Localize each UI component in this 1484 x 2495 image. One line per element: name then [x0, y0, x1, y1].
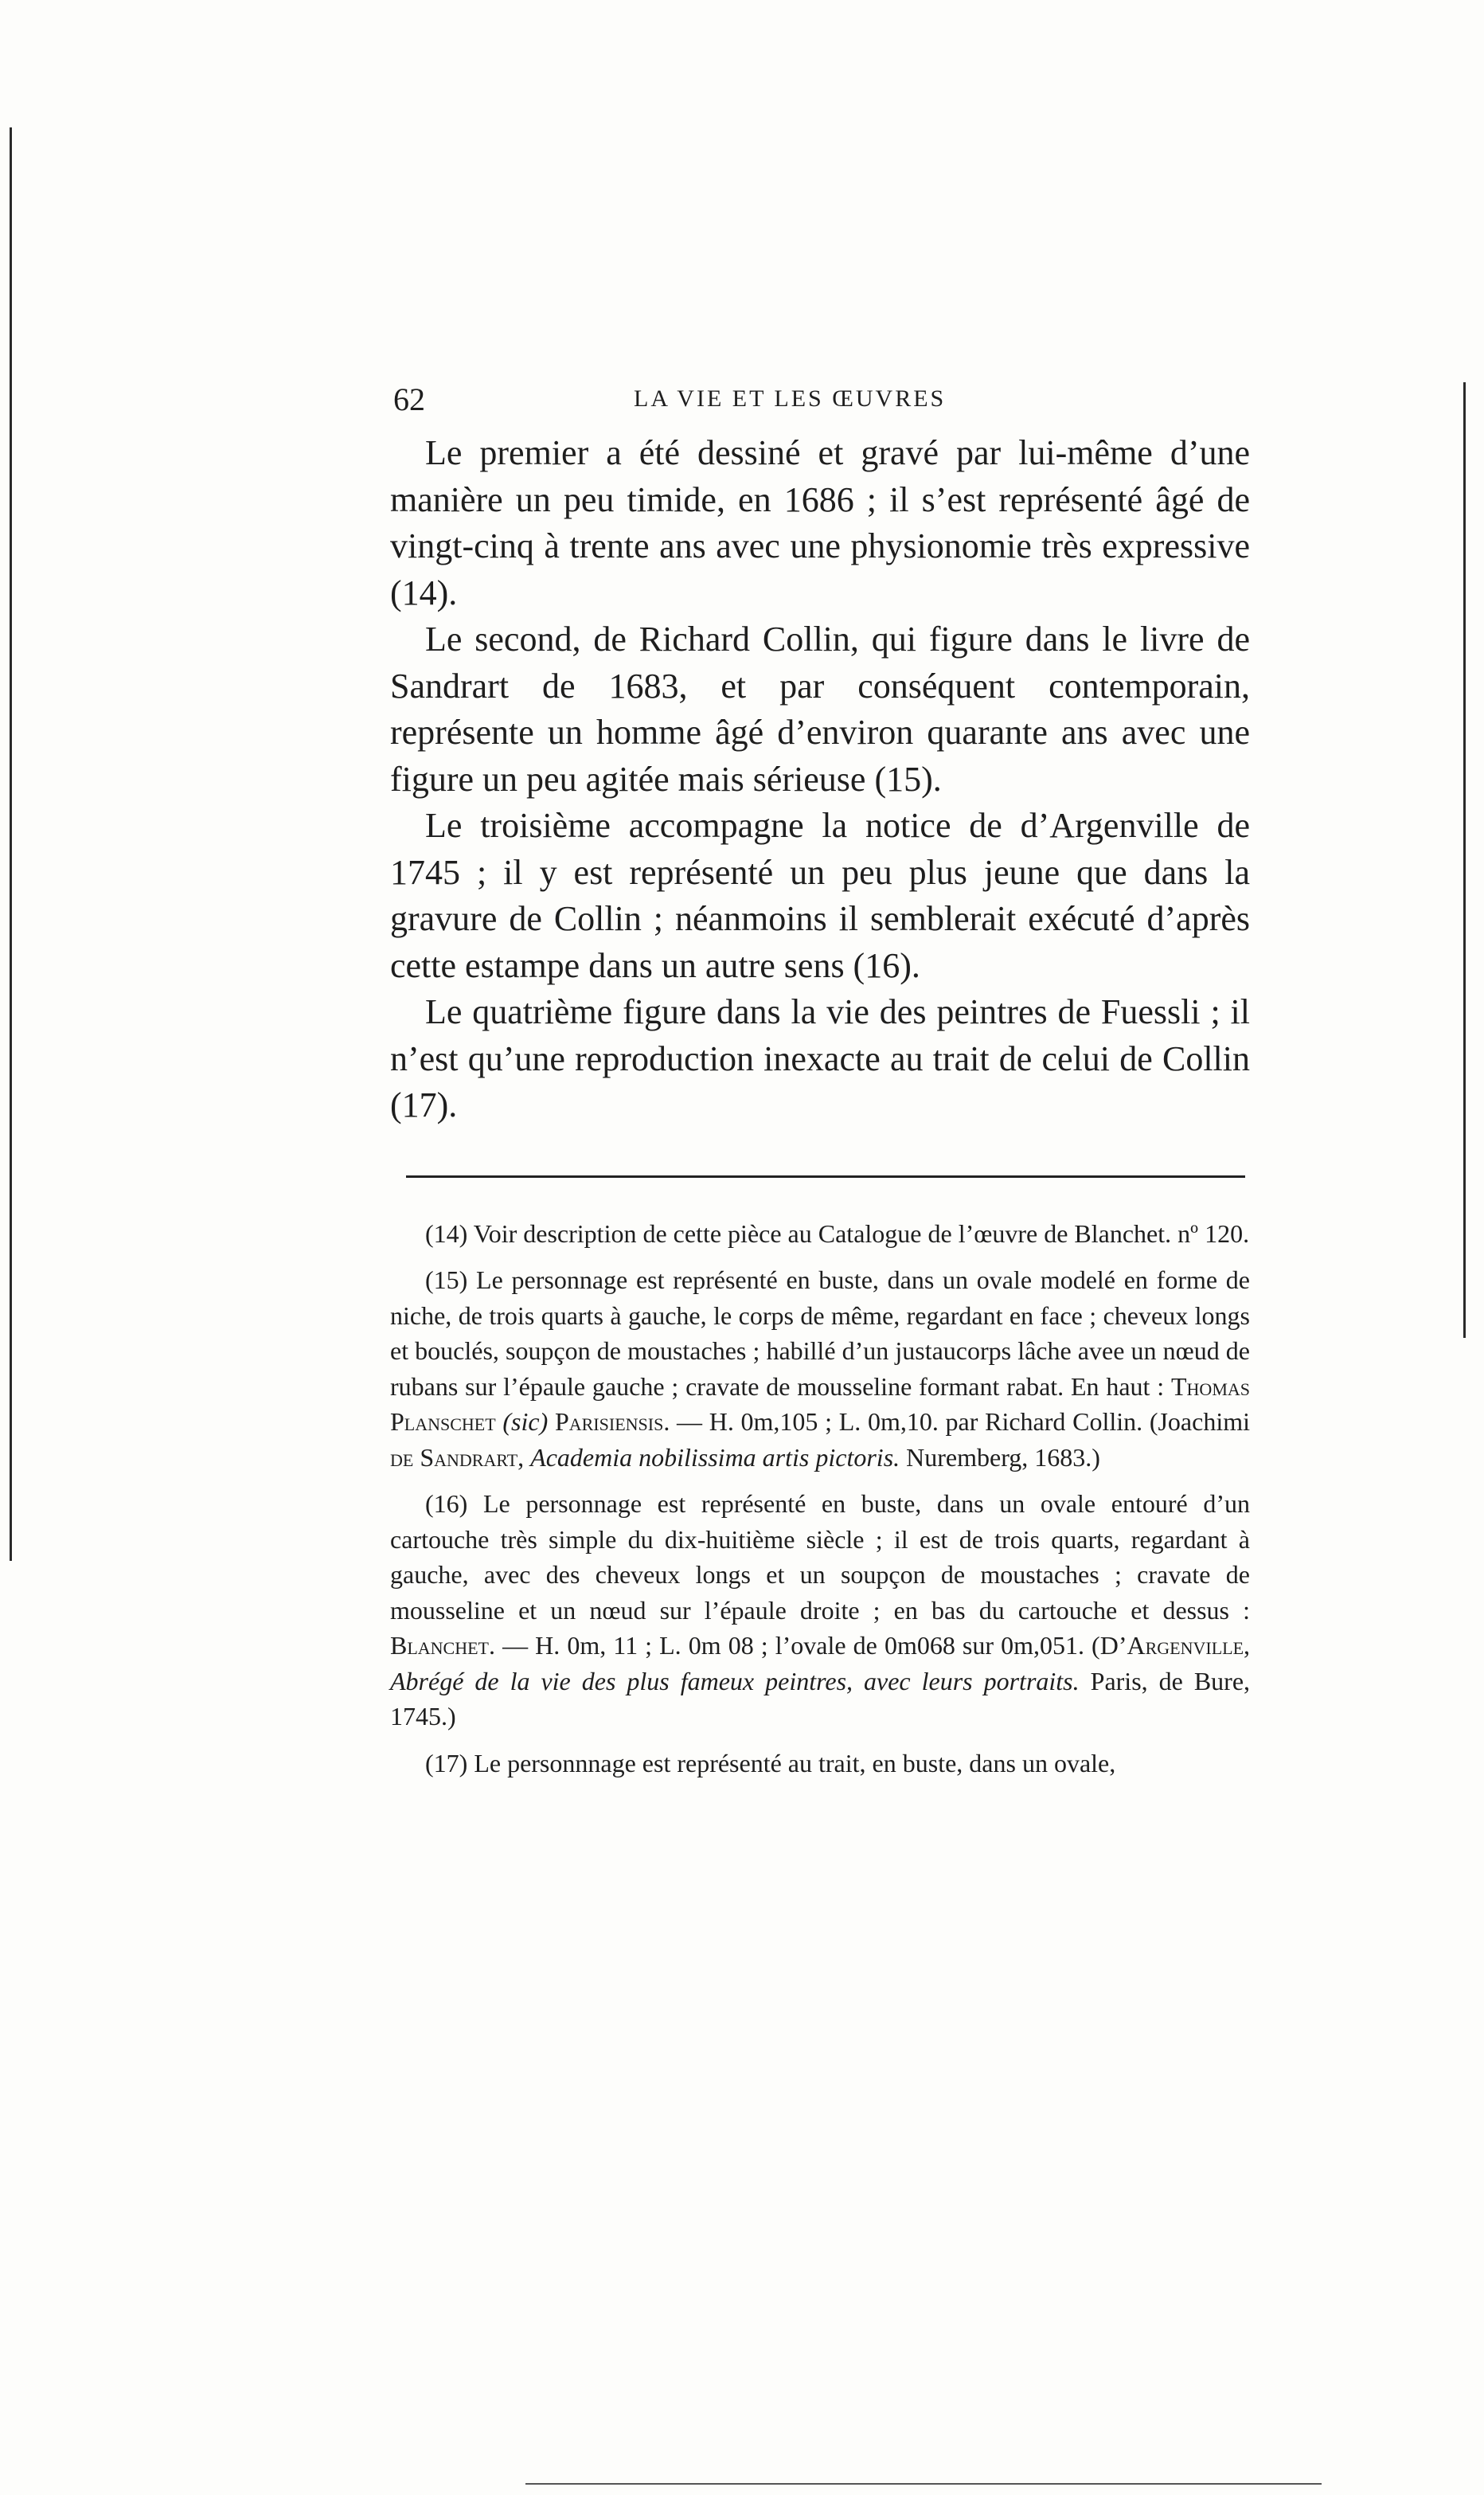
footnotes [390, 1216, 1250, 1781]
book-page [390, 374, 1250, 1792]
scan-edge-left [10, 127, 12, 1561]
footnote-16: (16) Le personnage est représenté en buste, dans un ovale entouré d’un cartouche très simple du dix-huitième siècle ; il est de trois quarts, regardant à gauche, avec des cheveux longs et un soupçon de moustaches ; cravate de mousseline et un nœud sur l’épaule droite ; en bas du cartouche et dessus : Blanchet. — H. 0m, 11 ; L. 0m 08 ; l’ovale de 0m068 sur 0m,051. (D’Argenville, Abrégé de la vie des plus fameux peintres, avec leurs portraits. Paris, de Bure, 1745.) [390, 1489, 1251, 1730]
paragraph: Le quatrième figure dans la vie des peintres de Fuessli ; il n’est qu’une reproduction inexacte au trait de celui de Collin (17). [390, 992, 1250, 1124]
scan-edge-bottom [525, 2483, 1322, 2485]
footnote-17: (17) Le personnnage est représenté au trait, en buste, dans un ovale, [425, 1748, 1116, 1777]
running-head [390, 374, 1250, 422]
paragraph: Le second, de Richard Collin, qui figure dans le livre de Sandrart de 1683, et par conséquent contemporain, représente un homme âgé d’environ quarante ans avec une figure un peu agitée mais sérieuse (15). [390, 620, 1250, 799]
footnote-15: (15) Le personnage est représenté en buste, dans un ovale modelé en forme de niche, de trois quarts à gauche, le corps de même, regardant en face ; cheveux longs et bouclés, soupçon de moustaches ; habillé d’un justaucorps lâche avee un nœud de rubans sur l’épaule gauche ; cravate de mousseline formant rabat. En haut : Thomas Planschet (sic) Parisiensis. — H. 0m,105 ; L. 0m,10. par Richard Collin. (Joachimi de Sandrart, Academia nobilissima artis pictoris. Nuremberg, 1683.) [390, 1265, 1251, 1472]
paragraph: Le troisième accompagne la notice de d’Argenville de 1745 ; il y est représenté un peu plus jeune que dans la gravure de Collin ; néanmoins il semblerait exécuté d’après cette estampe dans un autre sens (16). [390, 806, 1250, 985]
footnote-rule [406, 1175, 1245, 1178]
paragraph: Le premier a été dessiné et gravé par lui-même d’une manière un peu timide, en 1686 ; il s’est représenté âgé de vingt-cinq à trente ans avec une physionomie très expressive (14). [390, 433, 1250, 612]
scan-edge-right [1463, 382, 1466, 1338]
footnote-14: (14) Voir description de cette pièce au Catalogue de l’œuvre de Blanchet. nº 120. [425, 1218, 1250, 1248]
running-title: LA VIE ET LES ŒUVRES [634, 385, 947, 412]
main-text [390, 430, 1250, 1129]
page-number: 62 [393, 381, 425, 417]
